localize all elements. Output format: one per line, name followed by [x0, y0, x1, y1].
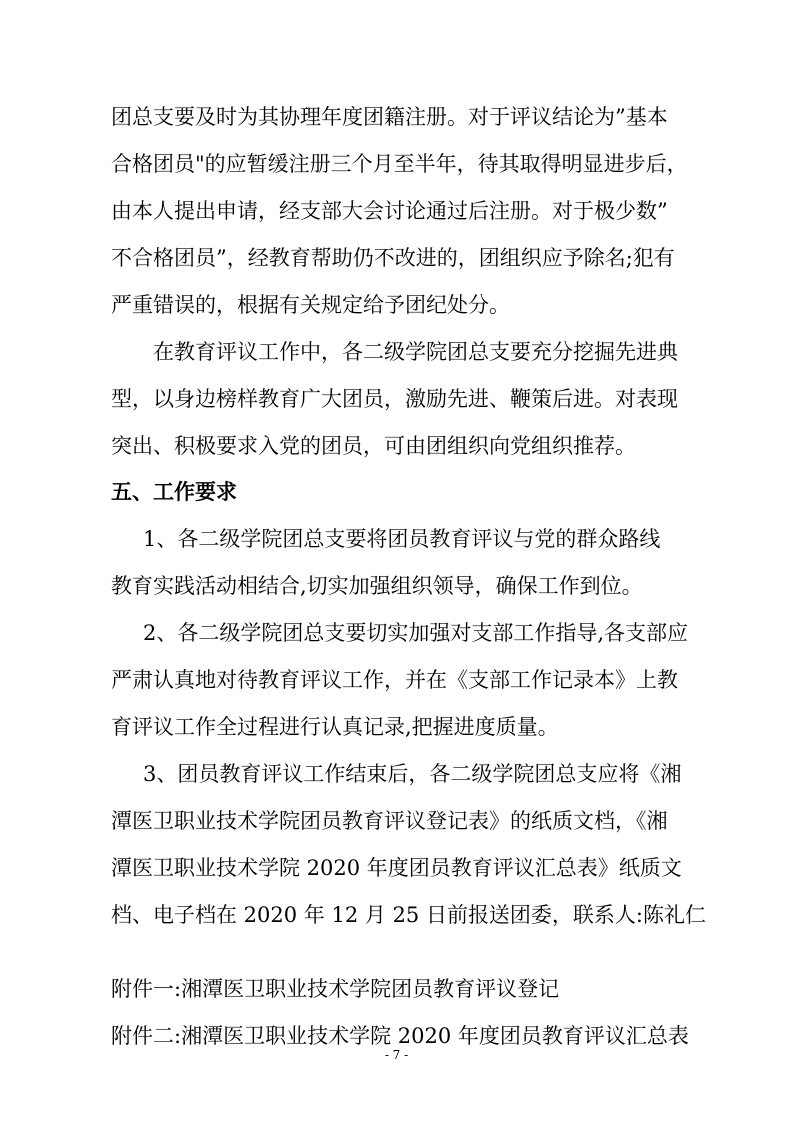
body-line: 严重错误的，根据有关规定给予团纪处分。: [111, 293, 510, 317]
body-line: 团总支要及时为其协理年度团籍注册。对于评议结论为”基本: [111, 105, 668, 129]
list-item-3-line: 档、电子档在 2020 年 12 月 25 日前报送团委，联系人:陈礼仁: [111, 903, 707, 927]
list-item-3-line: 潭医卫职业技术学院团员教育评议登记表》的纸质文档，《湘: [111, 809, 668, 833]
attachment-2: 附件二:湘潭医卫职业技术学院 2020 年度团员教育评议汇总表: [111, 1024, 689, 1048]
list-item-3-line: 3、团员教育评议工作结束后，各二级学院团总支应将《湘: [143, 762, 682, 786]
body-line: 不合格团员”，经教育帮助仍不改进的，团组织应予除名;犯有: [111, 246, 675, 270]
section-heading: 五、工作要求: [111, 480, 237, 504]
page-number: - 7 -: [384, 1048, 409, 1062]
list-item-2-line: 严肃认真地对待教育评议工作，并在《支部工作记录本》上教: [111, 668, 678, 692]
paragraph-first-line: 在教育评议工作中，各二级学院团总支要充分挖掘先进典: [153, 340, 678, 364]
body-line: 突出、积极要求入党的团员，可由团组织向党组织推荐。: [111, 434, 636, 458]
list-item-1-line: 教育实践活动相结合,切实加强组织领导，确保工作到位。: [111, 574, 643, 598]
attachment-1: 附件一:湘潭医卫职业技术学院团员教育评议登记: [111, 977, 560, 1001]
body-line: 合格团员"的应暂缓注册三个月至半年，待其取得明显进步后，: [111, 152, 688, 176]
list-item-3-line: 潭医卫职业技术学院 2020 年度团员教育评议汇总表》纸质文: [111, 856, 682, 880]
list-item-2-line: 2、各二级学院团总支要切实加强对支部工作指导,各支部应: [143, 621, 689, 645]
body-line: 由本人提出申请，经支部大会讨论通过后注册。对于极少数”: [111, 199, 668, 223]
list-item-1-line: 1、各二级学院团总支要将团员教育评议与党的群众路线: [143, 527, 661, 551]
list-item-2-line: 育评议工作全过程进行认真记录,把握进度质量。: [111, 715, 559, 739]
body-line: 型，以身边榜样教育广大团员，激励先进、鞭策后进。对表现: [111, 387, 678, 411]
